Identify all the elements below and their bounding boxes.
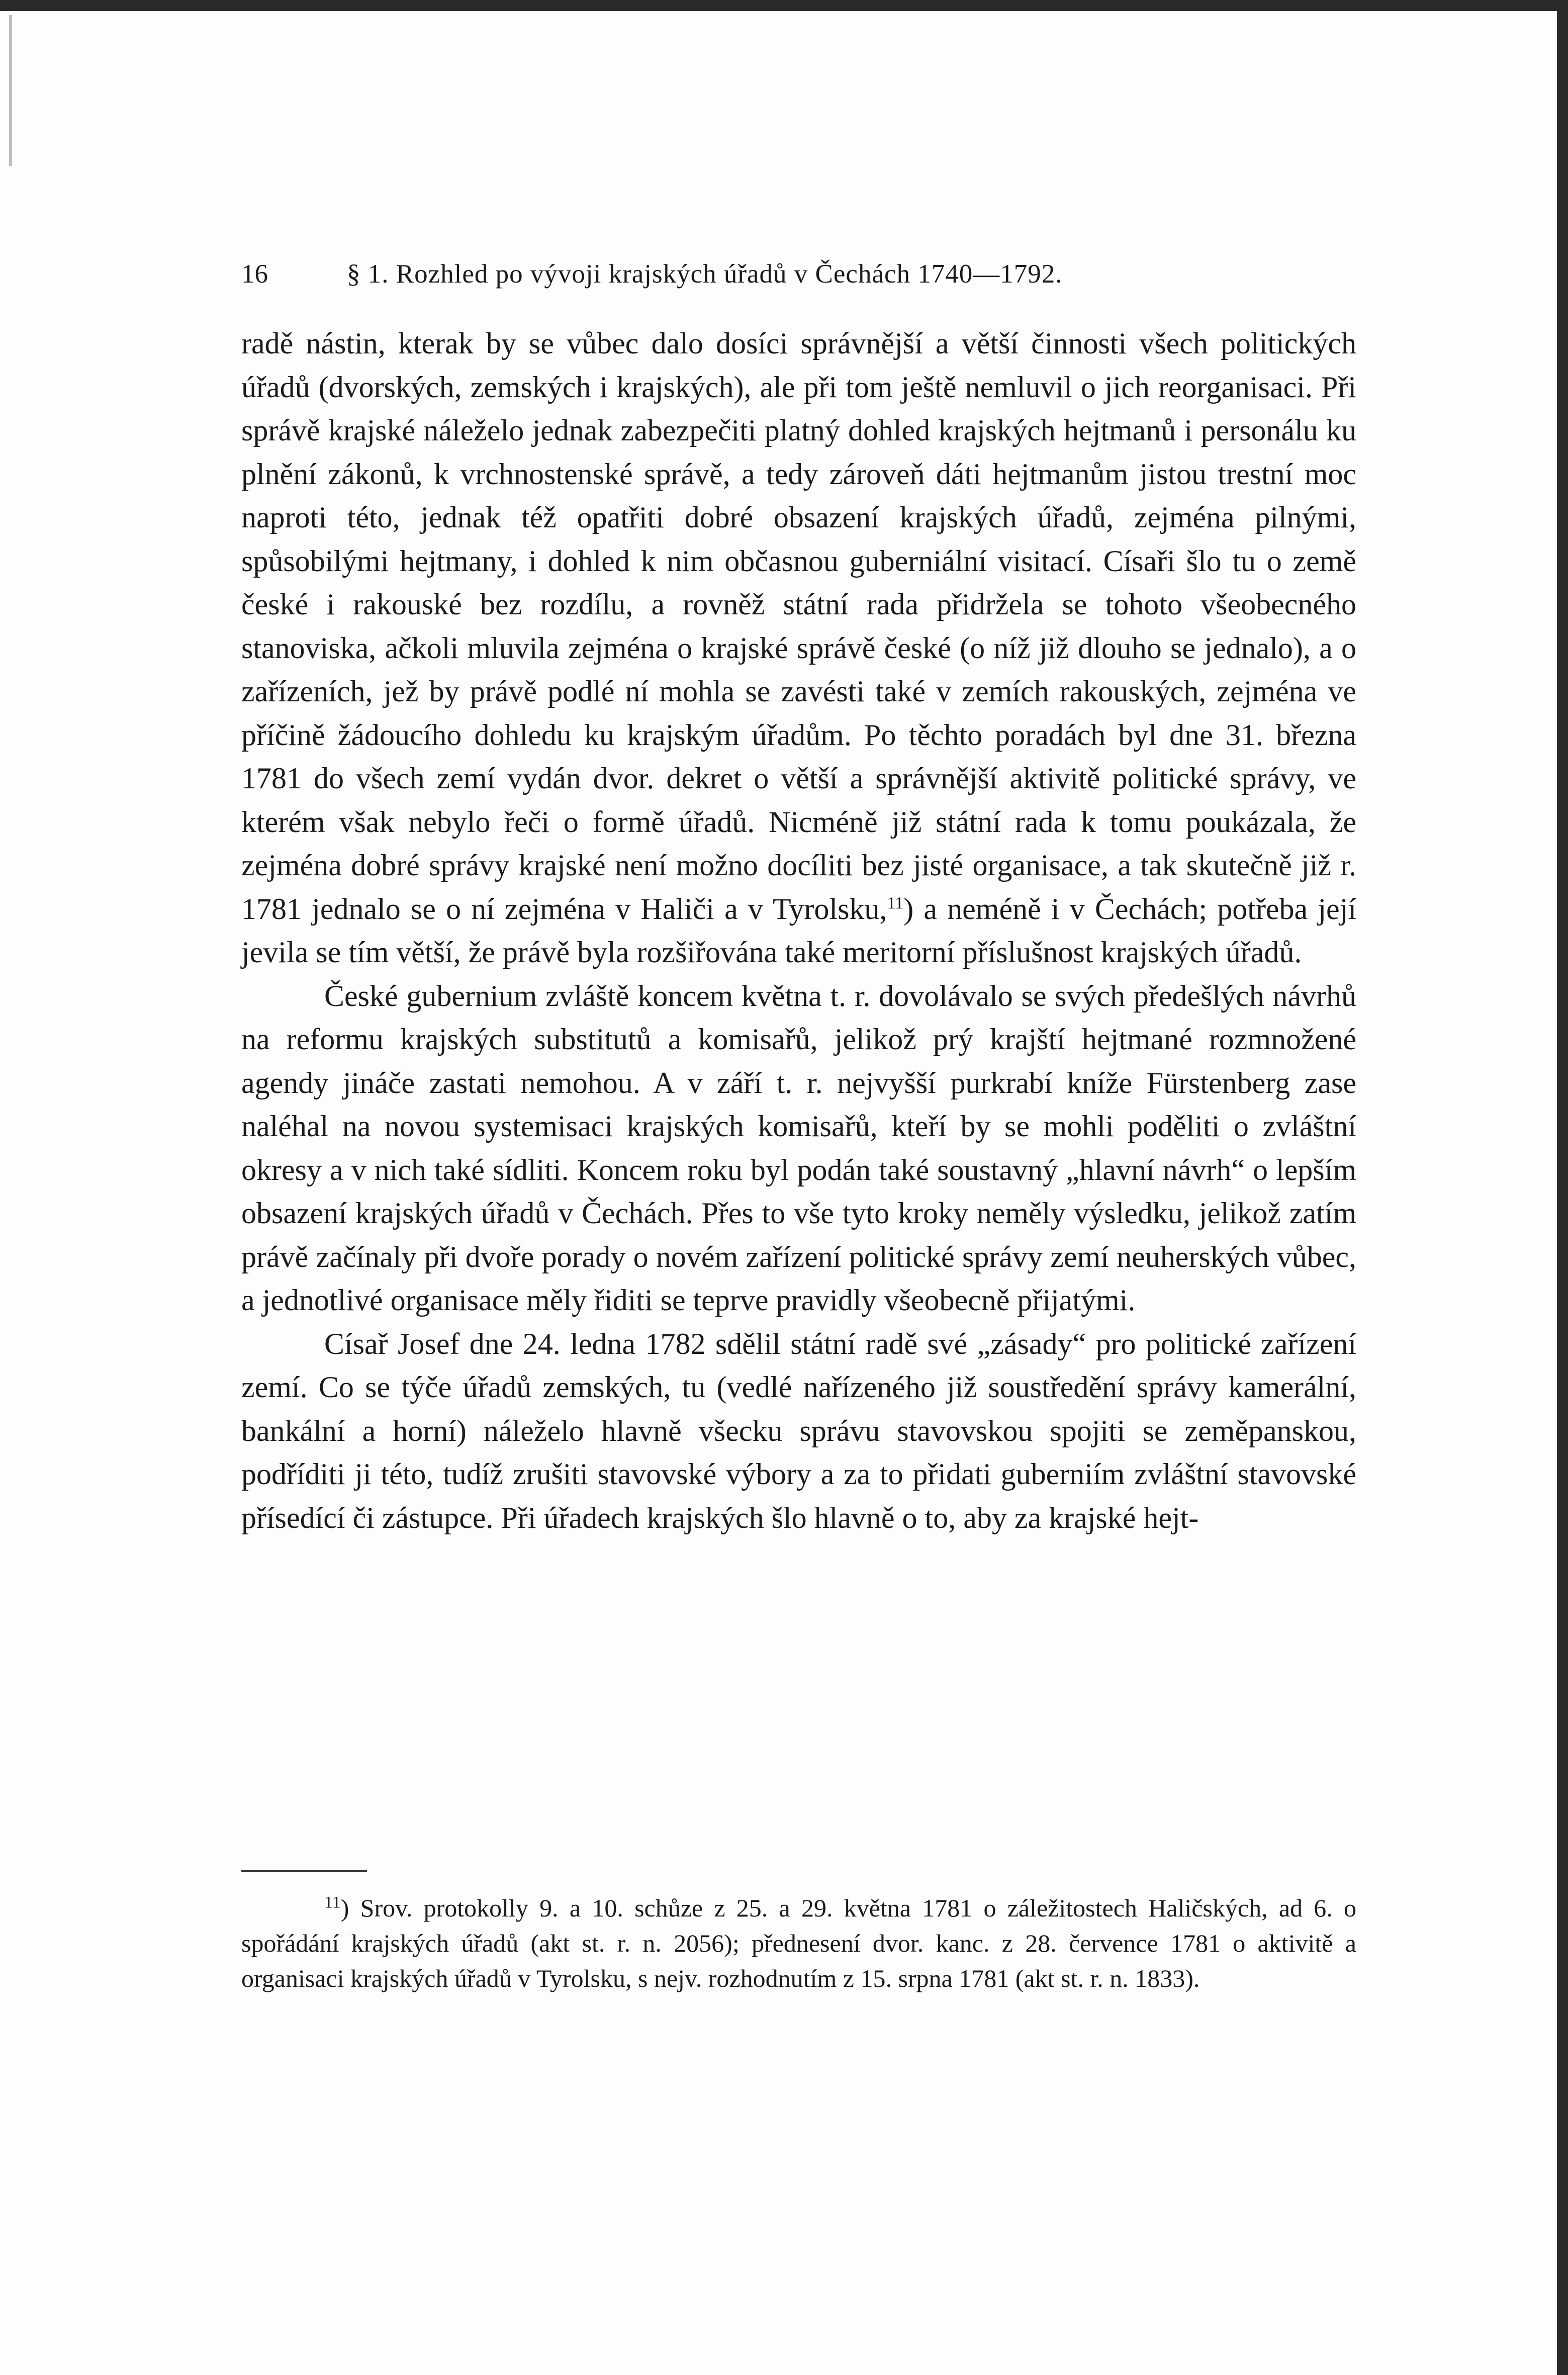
scan-margin-mark — [9, 15, 12, 166]
running-head — [241, 256, 1356, 292]
paragraph-1-end: ) a neméně i v Čechách; potřeba její jevila se tím větší, že právě byla rozšiřována také meritorní příslušnost krajských úřadů. — [241, 892, 1356, 969]
paragraph-1-text: radě nástin, kterak by se vůbec dalo dosíci správnější a větší činnosti všech politických úřadů (dvorských, zemských i krajských), ale při tom ještě nemluvil o jich reorganisaci. Při správě krajské náleželo jednak zabezpečiti platný dohled krajských hejtmanů i personálu ku plnění zákonů, k vrchnostenské správě, a tedy zároveň dáti hejtmanům jistou trestní moc naproti této, jednak též opatřiti dobré obsazení krajských úřadů, zejména pilnými, spůsobilými hejtmany, i dohled k nim občasnou guberniální visitací. Císaři šlo tu o země české i rakouské bez rozdílu, a rovněž státní rada přidržela se tohoto všeobecného stanoviska, ačkoli mluvila zejména o krajské správě české (o níž již dlouho se jednalo), a o zařízeních, jež by právě podlé ní mohla se zavésti také v zemích rakouských, zejména ve příčině žádoucího dohledu ku krajským úřadům. Po těchto poradách byl dne 31. března 1781 do všech zemí vydán dvor. dekret o větší a správnější aktivitě politické správy, ve kterém však nebylo řeči o formě úřadů. Nicméně již státní rada k tomu poukázala, že zejména dobré správy krajské není možno docíliti bez jisté organisace, a tak skutečně již r. 1781 jednalo se o ní zejména v Haliči a v Tyrolsku, — [241, 327, 1356, 926]
scan-edge-top — [0, 0, 1568, 11]
paragraph-2: České gubernium zvláště koncem května t. r. dovolávalo se svých předešlých návrhů na reformu krajských substitutů a komisařů, jelikož prý krajští hejtmané rozmnožené agendy jináče zastati nemohou. A v září t. r. nejvyšší purkrabí kníže Fürstenberg zase naléhal na novou systemisaci krajských komisařů, kteří by se mohli poděliti o zvláštní okresy a v nich také sídliti. Koncem roku byl podán také soustavný „hlavní návrh“ o lepším obsazení krajských úřadů v Čechách. Přes to vše tyto kroky neměly výsledku, jelikož zatím právě začínaly při dvoře porady o novém zařízení politické správy zemí neuherských vůbec, a jednotlivé organisace měly řiditi se teprve pravidly všeobecně přijatými. — [241, 979, 1356, 1317]
footnote-11 — [241, 1890, 1356, 1996]
footnote-divider — [241, 1870, 367, 1872]
footnotes — [241, 1890, 1356, 1996]
running-title: § 1. Rozhled po vývoji krajských úřadů v Čechách 1740—1792. — [347, 259, 1063, 289]
footnote-text: ) Srov. protokolly 9. a 10. schůze z 25. a 29. května 1781 o záležitostech Haličských, ad 6. o spořádání krajských úřadů (akt st. r. n. 2056); přednesení dvor. kanc. z 28. července 1781 o aktivitě a organisaci krajských úřadů v Tyrolsku, s nejv. rozhodnutím z 15. srpna 1781 (akt st. r. n. 1833). — [241, 1894, 1356, 1992]
scan-edge-right — [1557, 0, 1568, 2375]
page-number: 16 — [241, 259, 268, 289]
paragraph-1 — [241, 322, 1356, 974]
footnote-marker: 11 — [324, 1893, 341, 1912]
paragraph-3: Císař Josef dne 24. ledna 1782 sdělil státní radě své „zásady“ pro politické zařízení zemí. Co se týče úřadů zemských, tu (vedlé nařízeného již soustředění správy kamerální, bankální a horní) náleželo hlavně všecku správu stavovskou spojiti se zeměpanskou, podříditi ji této, tudíž zrušiti stavovské výbory a za to přidati guberniím zvláštní stavovské přísedící či zástupce. Při úřadech krajských šlo hlavně o to, aby za krajské hejt- — [241, 1327, 1356, 1534]
footnote-reference: 11 — [887, 893, 904, 912]
main-text — [241, 322, 1356, 1539]
